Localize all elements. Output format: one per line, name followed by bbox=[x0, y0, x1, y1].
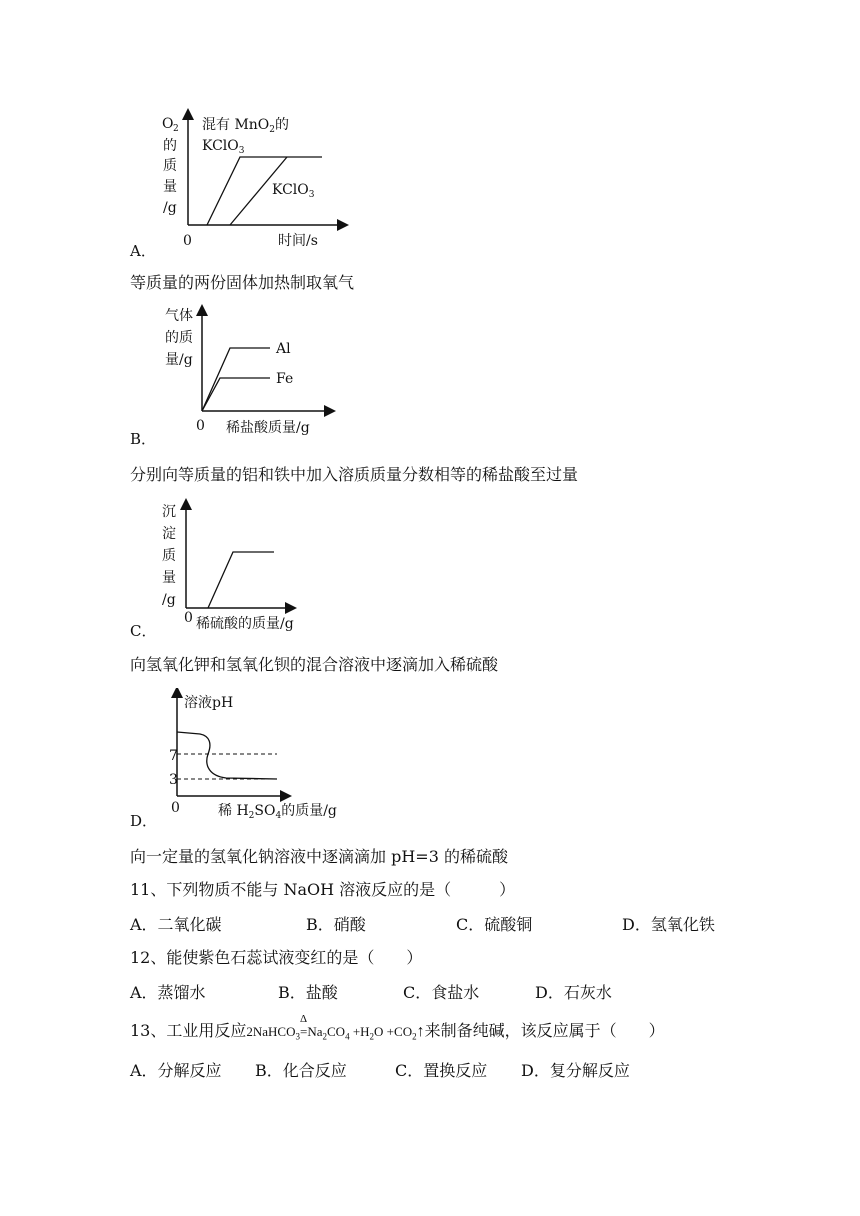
q13-stem-pre: 13、工业用反应 bbox=[130, 1021, 247, 1040]
q12-option-c[interactable]: C．食盐水 bbox=[403, 983, 480, 1002]
figure-d bbox=[160, 688, 360, 823]
series-al-line bbox=[202, 348, 270, 411]
graph-a bbox=[150, 108, 350, 258]
caption-c: 向氢氧化钾和氢氧化钡的混合溶液中逐滴加入稀硫酸 bbox=[130, 655, 499, 674]
q12-stem: 12、能使紫色石蕊试液变红的是（ ） bbox=[130, 948, 423, 967]
y-label-1: 的质 bbox=[165, 330, 193, 346]
series-fe-line bbox=[202, 378, 270, 411]
graph-b bbox=[160, 304, 340, 439]
option-d-letter: D． bbox=[130, 812, 158, 830]
q13-option-a[interactable]: A．分解反应 bbox=[130, 1061, 222, 1080]
ph-curve bbox=[177, 732, 277, 779]
series-fe-label: Fe bbox=[276, 371, 294, 387]
figure-a bbox=[150, 108, 350, 258]
tick-7: 7 bbox=[169, 748, 178, 764]
x-axis-label: 稀 $H_2SO_4$的质量/g bbox=[218, 803, 337, 821]
origin-label: 0 bbox=[171, 800, 180, 816]
graph-d bbox=[160, 688, 360, 823]
caption-d: 向一定量的氢氧化钠溶液中逐滴滴加 pH=3 的稀硫酸 bbox=[130, 847, 508, 866]
option-a-letter: A． bbox=[130, 242, 156, 260]
y-label-0: 沉 bbox=[162, 504, 176, 520]
origin-label: 0 bbox=[183, 233, 192, 249]
option-b-letter: B． bbox=[130, 430, 157, 448]
q11-option-d[interactable]: D．氢氧化铁 bbox=[622, 915, 715, 934]
curve2-label: KClO$_3$ bbox=[272, 182, 315, 200]
y-label-4: /g bbox=[163, 200, 177, 216]
caption-b: 分别向等质量的铝和铁中加入溶质质量分数相等的稀盐酸至过量 bbox=[130, 465, 579, 484]
origin-label: 0 bbox=[196, 418, 205, 434]
q11-option-a[interactable]: A．二氧化碳 bbox=[130, 915, 222, 934]
y-label-2: 量/g bbox=[165, 352, 193, 368]
figure-b bbox=[160, 304, 340, 439]
q11-stem: 11、下列物质不能与 NaOH 溶液反应的是（ ） bbox=[130, 880, 516, 899]
caption-a: 等质量的两份固体加热制取氧气 bbox=[130, 273, 355, 292]
precipitate-curve bbox=[208, 552, 274, 608]
y-label-sub: 2 bbox=[173, 124, 179, 134]
x-axis-label: 稀硫酸的质量/g bbox=[196, 616, 294, 632]
curve1-label-line2: KClO$_3$ bbox=[202, 138, 245, 156]
figure-c bbox=[156, 498, 316, 633]
q12-option-b[interactable]: B．盐酸 bbox=[278, 983, 338, 1002]
y-label-3: 量 bbox=[162, 570, 176, 586]
y-label-0: O bbox=[162, 116, 174, 132]
q13-option-c[interactable]: C．置换反应 bbox=[395, 1061, 488, 1080]
origin-label: 0 bbox=[184, 610, 193, 626]
tick-3: 3 bbox=[169, 772, 178, 788]
x-axis-label: 时间/s bbox=[278, 233, 318, 249]
q13-option-b[interactable]: B．化合反应 bbox=[255, 1061, 347, 1080]
q12-option-a[interactable]: A．蒸馏水 bbox=[130, 983, 206, 1002]
reaction-equation: 2NaHCO$_3$ Δ $=Na_2CO_4 +H_2O$ $+CO_2↑$ bbox=[246, 1013, 425, 1042]
curve1-label-line1: 混有 MnO$_2$的 bbox=[202, 117, 290, 135]
y-label-2: 质 bbox=[162, 548, 176, 564]
y-label-1: 的 bbox=[163, 138, 177, 154]
q12-option-d[interactable]: D．石灰水 bbox=[535, 983, 612, 1002]
q13-option-d[interactable]: D．复分解反应 bbox=[521, 1061, 630, 1080]
y-label-0: 气体 bbox=[165, 308, 193, 324]
q11-option-c[interactable]: C．硫酸铜 bbox=[456, 915, 533, 934]
series-al-label: Al bbox=[276, 341, 291, 357]
y-label-3: 量 bbox=[163, 179, 177, 195]
y-label-1: 淀 bbox=[162, 526, 176, 542]
q13-stem bbox=[130, 1013, 665, 1042]
q11-option-b[interactable]: B．硝酸 bbox=[306, 915, 366, 934]
delta-symbol: Δ bbox=[299, 1013, 308, 1025]
y-axis-label: 溶液pH bbox=[184, 695, 234, 711]
option-c-letter: C． bbox=[130, 622, 157, 640]
q13-stem-post: 来制备纯碱，该反应属于（ ） bbox=[424, 1021, 665, 1040]
y-label-4: /g bbox=[162, 592, 176, 608]
graph-c bbox=[156, 498, 316, 633]
y-label-2: 质 bbox=[163, 158, 177, 174]
x-axis-label: 稀盐酸质量/g bbox=[226, 420, 310, 436]
